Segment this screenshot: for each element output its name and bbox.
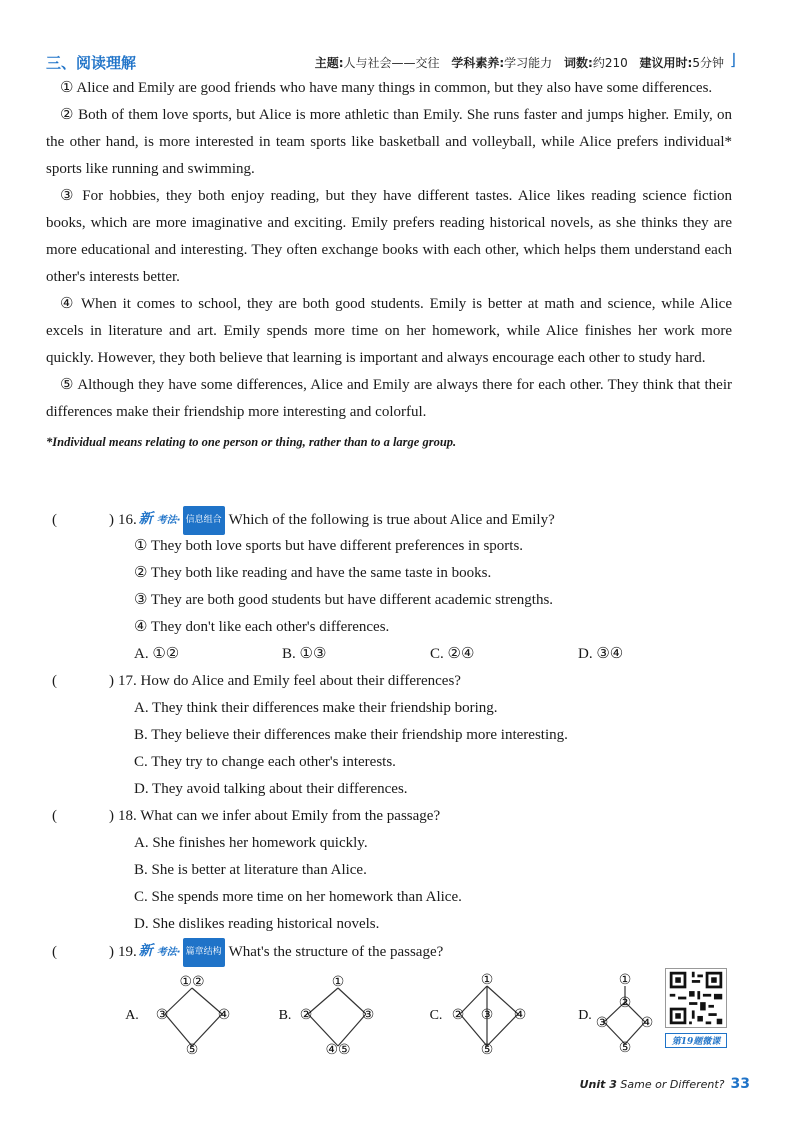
footer-unit: Unit 3 Same or Different?	[579, 1078, 725, 1091]
qr-code-block[interactable]	[665, 968, 729, 1047]
statement-2: ② They both like reading and have the same taste in books.	[134, 565, 492, 581]
option-d[interactable]: D. They avoid talking about their differences.	[134, 781, 408, 797]
question-number: 18.	[118, 808, 137, 824]
diagram-d-letter[interactable]: D.	[578, 1008, 592, 1023]
option-b[interactable]: B. They believe their differences make their friendship more interesting.	[134, 727, 568, 743]
diagram-a-right: ④	[217, 1008, 231, 1023]
question-19	[52, 938, 732, 965]
footer-title: Same or Different?	[620, 1078, 725, 1091]
question-text: What's the structure of the passage?	[228, 944, 444, 960]
paragraph-1: ① Alice and Emily are good friends who have many things in common, but they also have some differences.	[60, 80, 713, 96]
section-title: 三、阅读理解	[46, 54, 137, 72]
diagram-a-letter[interactable]: A.	[125, 1008, 139, 1023]
new-tag: 新	[138, 511, 153, 527]
diagram-d-node-4: ④	[640, 1016, 654, 1031]
answer-blank-18[interactable]: ( )	[52, 808, 114, 824]
diagram-b-bottom: ④⑤	[325, 1043, 351, 1058]
answer-blank-19[interactable]: ( )	[52, 944, 114, 960]
choice-a[interactable]: A. ①②	[134, 646, 180, 662]
new-tag: 新	[138, 943, 153, 959]
diagram-a-bottom: ⑤	[185, 1043, 199, 1058]
option-b[interactable]: B. She is better at literature than Alice.	[134, 862, 367, 878]
diagram-a-left: ③	[155, 1008, 169, 1023]
diagram-c-right: ④	[513, 1008, 527, 1023]
literacy-label: 学科素养:	[451, 56, 505, 70]
option-c[interactable]: C. She spends more time on her homework than Alice.	[134, 889, 462, 905]
choice-d[interactable]: D. ③④	[578, 646, 624, 662]
option-a[interactable]: A. They think their differences make their friendship boring.	[134, 700, 498, 716]
word-count-label: 词数:	[564, 56, 593, 70]
question-text: Which of the following is true about Alice and Emily?	[228, 512, 555, 528]
question-16	[52, 506, 732, 533]
literacy-value: 学习能力	[504, 56, 553, 70]
theme-label: 主题:	[314, 56, 344, 70]
choices-16	[52, 641, 732, 668]
choice-b[interactable]: B. ①③	[282, 646, 327, 662]
statement-4: ④ They don't like each other's differences.	[134, 619, 390, 635]
question-18	[52, 803, 732, 830]
diagram-c-top: ①	[480, 973, 494, 988]
diagram-d-node-3: ③	[595, 1016, 609, 1031]
question-number: 16.	[118, 512, 137, 528]
paragraph-4: ④ When it comes to school, they are both good students. Emily is better at math and science, while Alice excels in literature and art. Emily spends more time on her homework, while Alice finishes her work more quickly. However, they both believe that learning is important and always encourage each other to study hard.	[46, 296, 732, 366]
paragraph-3: ③ For hobbies, they both enjoy reading, but they have different tastes. Alice likes reading science fiction books, which are more imaginative and exciting. Emily prefers reading historical novels, as she thinks they are more educational and interesting. They often exchange books with each other, which helps them understand each other's interests better.	[46, 188, 732, 285]
footnote: *Individual means relating to one person or thing, rather than to a large group.	[46, 435, 457, 449]
info-combination-badge: 信息组合	[183, 506, 225, 535]
paragraph-5: ⑤ Although they have some differences, Alice and Emily are always there for each other. They think that their differences make their friendship more interesting and colorful.	[46, 377, 732, 420]
theme-value: 人与社会——交往	[343, 56, 440, 70]
answer-blank-16[interactable]: ( )	[52, 512, 114, 528]
question-list	[52, 506, 732, 965]
kaofa-tag: 考法·	[156, 515, 181, 526]
paragraph-2: ② Both of them love sports, but Alice is more athletic than Emily. She runs faster and jumps higher. Emily, on the other hand, is more interested in team sports like basketball and volleyball, while Alice prefers individual* sports like running and swimming.	[46, 107, 732, 177]
header-bracket-icon: ⌋	[729, 50, 736, 69]
diagram-a-top: ①②	[179, 975, 205, 990]
question-text: What can we infer about Emily from the passage?	[140, 808, 441, 824]
page-number: 33	[730, 1076, 750, 1092]
page-header	[46, 52, 736, 74]
diagram-b-top: ①	[331, 975, 345, 990]
statement-1: ① They both love sports but have different preferences in sports.	[134, 538, 524, 554]
word-count-value: 约210	[592, 56, 628, 70]
time-label: 建议用时:	[639, 56, 693, 70]
statement-3: ③ They are both good students but have different academic strengths.	[134, 592, 554, 608]
diagram-c-left: ②	[451, 1008, 465, 1023]
diagram-d-node-2: ②	[618, 996, 632, 1011]
diagram-c-letter[interactable]: C.	[429, 1008, 443, 1023]
option-c[interactable]: C. They try to change each other's interests.	[134, 754, 396, 770]
diagram-c-middle: ③	[480, 1008, 494, 1023]
diagram-b-right: ③	[361, 1008, 375, 1023]
qr-label: 第19题微课	[665, 1033, 727, 1048]
diagram-b-letter[interactable]: B.	[278, 1008, 292, 1023]
diagram-c-bottom: ⑤	[480, 1043, 494, 1058]
reading-passage	[46, 75, 732, 456]
time-value: 5分钟	[692, 56, 724, 70]
choice-c[interactable]: C. ②④	[430, 646, 475, 662]
structure-badge: 篇章结构	[183, 938, 225, 967]
diagram-d-node-1: ①	[618, 973, 632, 988]
answer-blank-17[interactable]: ( )	[52, 673, 114, 689]
question-number: 19.	[118, 944, 137, 960]
diagram-b-left: ②	[299, 1008, 313, 1023]
page-footer	[580, 1073, 750, 1092]
question-number: 17.	[118, 673, 137, 689]
option-d[interactable]: D. She dislikes reading historical novels.	[134, 916, 380, 932]
option-a[interactable]: A. She finishes her homework quickly.	[134, 835, 368, 851]
diagram-d-node-5: ⑤	[618, 1041, 632, 1056]
question-17	[52, 668, 732, 695]
qr-code-icon[interactable]	[665, 968, 727, 1028]
header-meta	[315, 54, 724, 71]
kaofa-tag: 考法·	[156, 947, 181, 958]
question-text: How do Alice and Emily feel about their differences?	[140, 673, 461, 689]
